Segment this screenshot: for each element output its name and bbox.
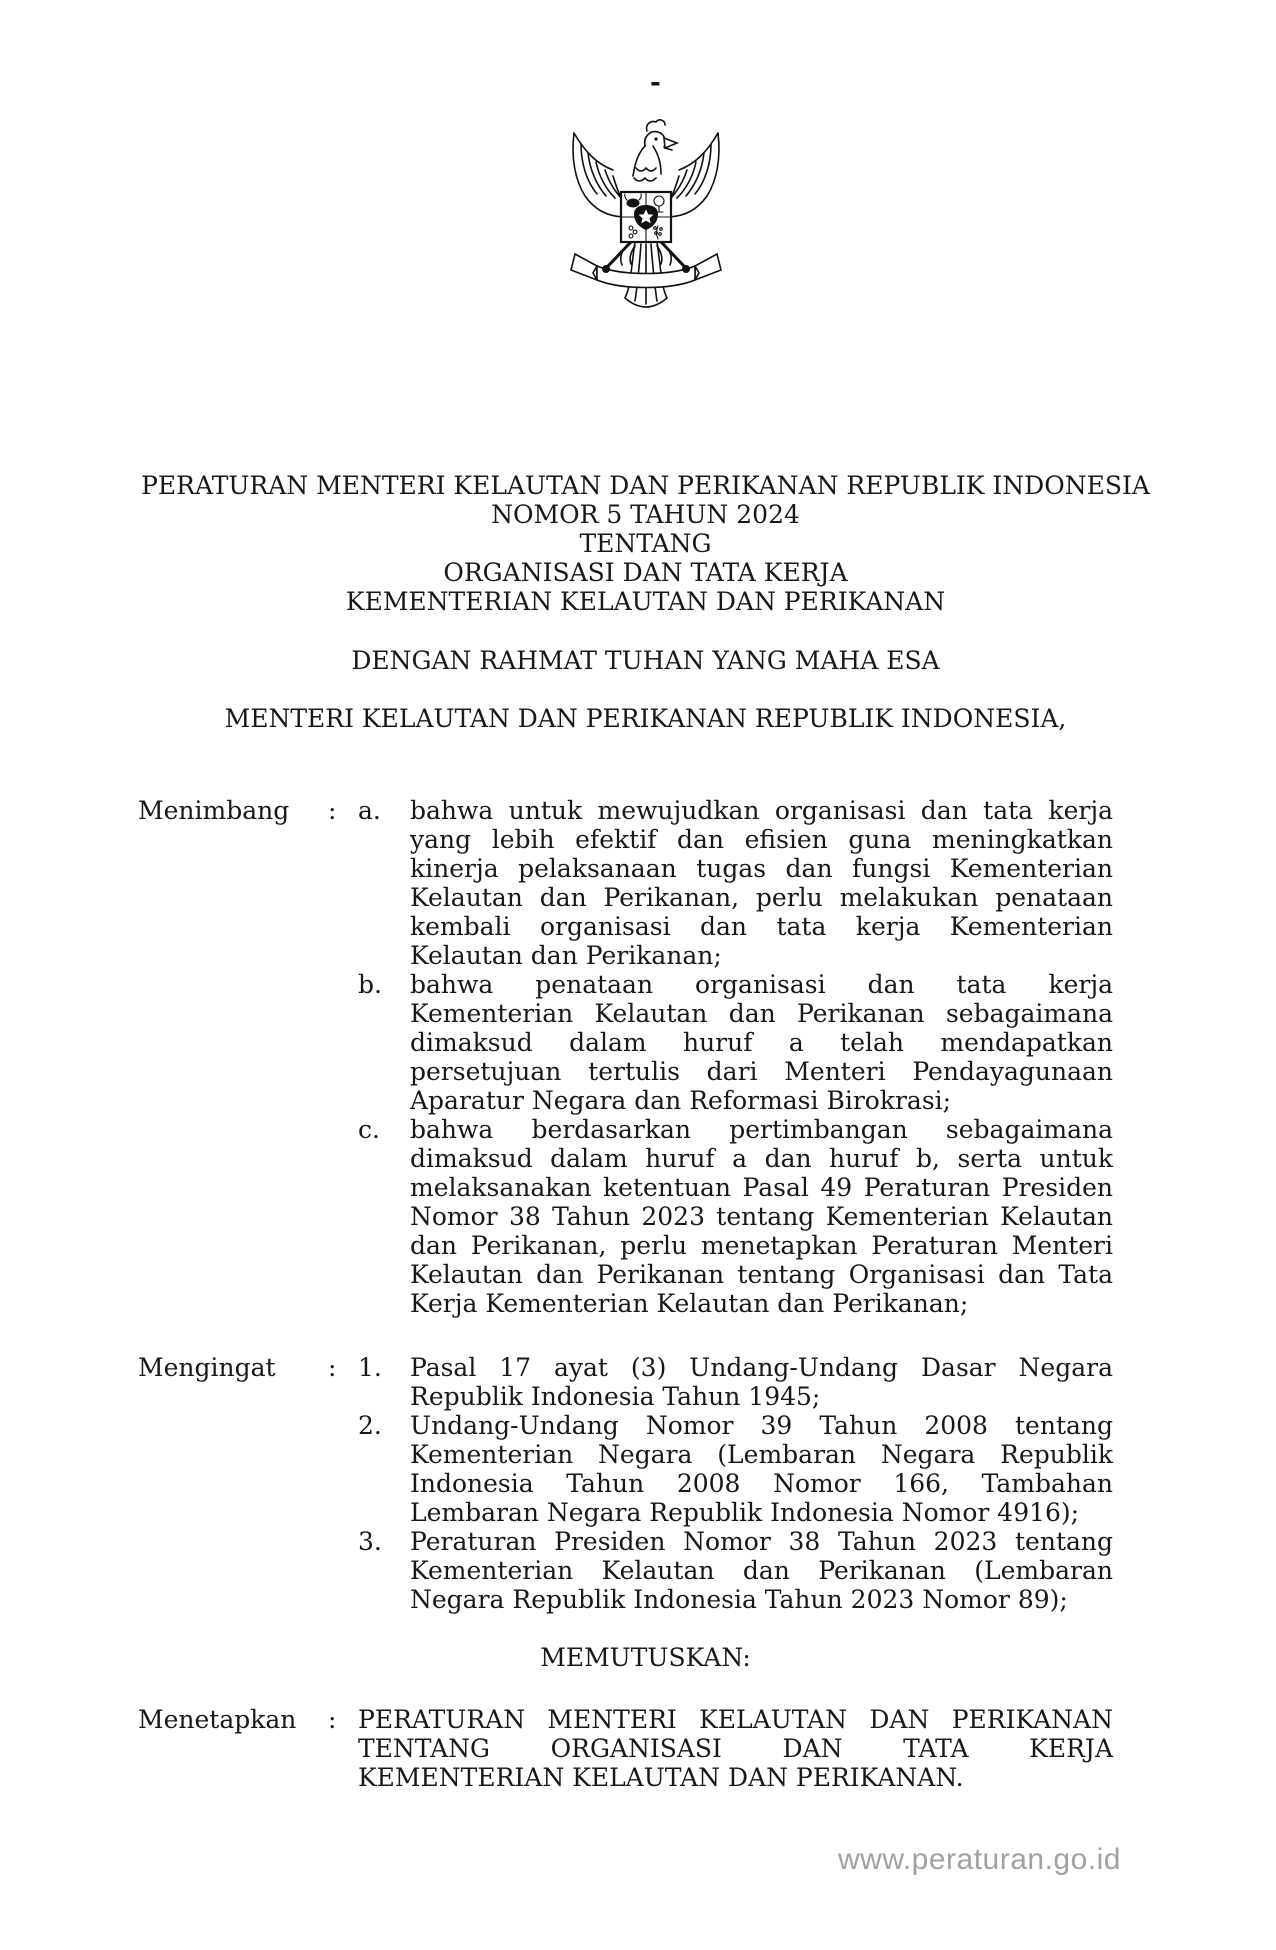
item-text: bahwa untuk mewujudkan organisasi dan tata kerja yang lebih efektif dan efisien guna meningkatkan kinerja pelaksanaan tugas dan fungsi Kementerian Kelautan dan Perikanan, perlu melakukan penataan kembali organisasi dan tata kerja Kementerian Kelautan dan Perikanan; [410,796,1113,970]
considering-section [138,796,1113,1318]
clause-row [138,1527,1113,1614]
spacer [138,1411,328,1527]
title-line: NOMOR 5 TAHUN 2024 [491,500,800,529]
remembering-section [138,1353,1113,1614]
item-marker: 3. [358,1527,382,1556]
watermark-url: www.peraturan.go.id [838,1843,1121,1876]
spacer [328,1115,358,1318]
spacer [328,1411,358,1527]
section-label: Menetapkan [138,1705,297,1734]
enacting-section [138,1705,1113,1792]
clause-row [138,970,1113,1115]
item-marker: c. [358,1115,380,1144]
title-line: ORGANISASI DAN TATA KERJA [443,558,848,587]
section-label: Mengingat [138,1353,276,1382]
item-text: Undang-Undang Nomor 39 Tahun 2008 tentang Kementerian Negara (Lembaran Negara Republik Indonesia Tahun 2008 Nomor 166, Tambahan Lembaran Negara Republik Indonesia Nomor 4916); [410,1411,1113,1527]
authority-line: MENTERI KELAUTAN DAN PERIKANAN REPUBLIK INDONESIA, [224,704,1067,733]
head [633,120,677,181]
item-marker: a. [358,796,381,825]
item-marker: 2. [358,1411,382,1440]
document-body [138,471,1150,1792]
clause-row [138,1411,1113,1527]
section-colon: : [328,796,337,825]
spacer [138,1527,328,1614]
title-line: KEMENTERIAN KELAUTAN DAN PERIKANAN [345,587,946,616]
page-number-dash: - [650,68,661,98]
section-colon: : [328,1353,337,1382]
item-text: bahwa berdasarkan pertimbangan sebagaimana dimaksud dalam huruf a dan huruf b, serta untuk melaksanakan ketentuan Pasal 49 Peraturan Presiden Nomor 38 Tahun 2023 tentang Kementerian Kelautan dan Perikanan, perlu menetapkan Peraturan Menteri Kelautan dan Perikanan tentang Organisasi dan Tata Kerja Kementerian Kelautan dan Perikanan; [410,1115,1113,1318]
garuda-pancasila-emblem [560,118,732,318]
spacer [328,1527,358,1614]
title-line: TENTANG [579,529,712,558]
title-line: PERATURAN MENTERI KELAUTAN DAN PERIKANAN REPUBLIK INDONESIA [141,471,1150,500]
item-text: Pasal 17 ayat (3) Undang-Undang Dasar Negara Republik Indonesia Tahun 1945; [410,1353,1113,1411]
clause-row [138,796,1113,970]
item-text: Peraturan Presiden Nomor 38 Tahun 2023 tentang Kementerian Kelautan dan Perikanan (Lembaran Negara Republik Indonesia Tahun 2023 Nomor 89); [410,1527,1113,1614]
item-marker: b. [358,970,382,999]
regulation-title [138,471,1153,616]
item-text: PERATURAN MENTERI KELAUTAN DAN PERIKANAN TENTANG ORGANISASI DAN TATA KERJA KEMENTERIAN KELAUTAN DAN PERIKANAN. [358,1705,1113,1792]
spacer [138,1115,328,1318]
clause-row [138,1115,1113,1318]
pancasila-shield [621,192,671,242]
spacer [328,970,358,1115]
clause-row [138,1705,1113,1792]
left-wing [573,133,624,217]
clause-row [138,1353,1113,1411]
spacer [138,970,328,1115]
section-label: Menimbang [138,796,290,825]
invocation-line: DENGAN RAHMAT TUHAN YANG MAHA ESA [351,646,940,675]
right-wing [668,133,719,217]
item-text: bahwa penataan organisasi dan tata kerja Kementerian Kelautan dan Perikanan sebagaimana dimaksud dalam huruf a telah mendapatkan persetujuan tertulis dari Menteri Pendayagunaan Aparatur Negara dan Reformasi Birokrasi; [410,970,1113,1115]
section-colon: : [328,1705,337,1734]
decision-heading: MEMUTUSKAN: [540,1643,751,1672]
item-marker: 1. [358,1353,382,1382]
